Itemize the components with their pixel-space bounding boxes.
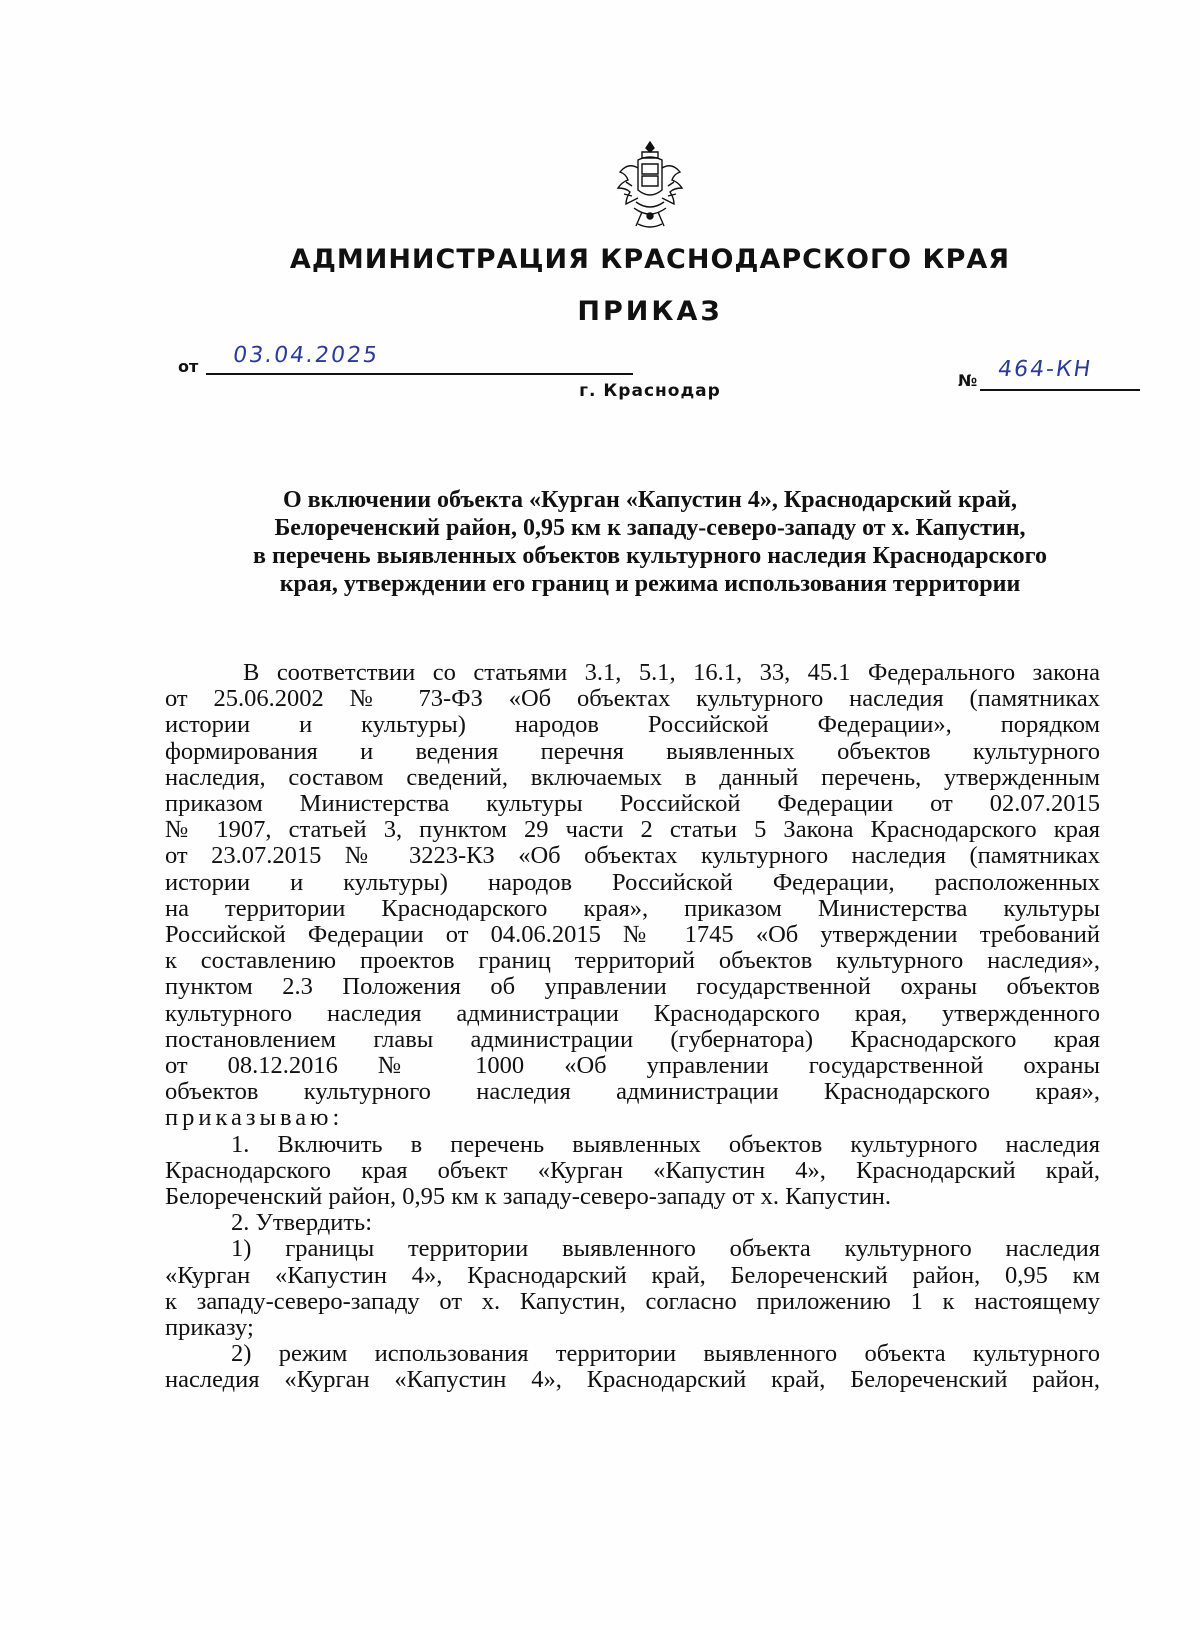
- date-underline: [206, 373, 633, 375]
- body-line: «Курган «Капустин 4», Краснодарский край, Белореченский район, 0,95 км: [165, 1261, 1100, 1289]
- city-label: г. Краснодар: [579, 381, 721, 401]
- body-line: от 25.06.2002 № 73-ФЗ «Об объектах культурного наследия (памятниках: [165, 685, 1100, 713]
- title-line: в перечень выявленных объектов культурного наследия Краснодарского: [253, 543, 1047, 569]
- body-line: Российской Федерации от 04.06.2015 № 1745 «Об утверждении требований: [165, 921, 1100, 949]
- body-line: на территории Краснодарского края», приказом Министерства культуры: [165, 894, 1100, 922]
- title-line: Белореченский район, 0,95 км к западу-северо-западу от х. Капустин,: [274, 515, 1026, 541]
- body-line: постановлением главы администрации (губернатора) Краснодарского края: [165, 1025, 1100, 1053]
- body-line: 1) границы территории выявленного объекта культурного наследия: [231, 1235, 1100, 1263]
- body-line: № 1907, статьей 3, пунктом 29 части 2 статьи 5 Закона Краснодарского края: [165, 816, 1100, 844]
- number-handwritten: 464-КН: [996, 357, 1094, 382]
- body-line: 1. Включить в перечень выявленных объектов культурного наследия: [231, 1130, 1100, 1158]
- body-line: к составлению проектов границ территорий объектов культурного наследия»,: [165, 947, 1100, 975]
- number-label: №: [958, 371, 978, 390]
- body-line: от 08.12.2016 № 1000 «Об управлении государственной охраны: [165, 1052, 1100, 1080]
- body-line: 2. Утвердить:: [231, 1209, 373, 1237]
- body-line-decree: приказываю:: [165, 1104, 344, 1132]
- document-title: [150, 486, 1150, 598]
- organization-name: АДМИНИСТРАЦИЯ КРАСНОДАРСКОГО КРАЯ: [289, 244, 1011, 275]
- body-line: формирования и ведения перечня выявленных объектов культурного: [165, 737, 1100, 765]
- body-line: приказом Министерства культуры Российской Федерации от 02.07.2015: [165, 790, 1100, 818]
- body-line: Белореченский район, 0,95 км к западу-северо-западу от х. Капустин.: [165, 1183, 892, 1211]
- date-label: от: [178, 357, 199, 376]
- body-line: 2) режим использования территории выявленного объекта культурного: [231, 1340, 1100, 1368]
- coat-of-arms-emblem: [612, 138, 688, 234]
- title-line: края, утверждении его границ и режима использования территории: [279, 571, 1021, 597]
- body-line: объектов культурного наследия администрации Краснодарского края»,: [165, 1078, 1100, 1106]
- body-line: наследия, составом сведений, включаемых в данный перечень, утвержденным: [165, 763, 1100, 791]
- document-type: ПРИКАЗ: [577, 296, 723, 327]
- document-body: [165, 660, 1100, 1394]
- body-line: Краснодарского края объект «Курган «Капустин 4», Краснодарский край,: [165, 1156, 1100, 1184]
- body-line: культурного наследия администрации Краснодарского края, утвержденного: [165, 999, 1100, 1027]
- body-line: приказу;: [165, 1314, 254, 1342]
- body-line: пунктом 2.3 Положения об управлении государственной охраны объектов: [165, 973, 1100, 1001]
- body-line: истории и культуры) народов Российской Федерации», порядком: [165, 711, 1100, 739]
- body-line: от 23.07.2015 № 3223-КЗ «Об объектах культурного наследия (памятниках: [165, 842, 1100, 870]
- body-line: истории и культуры) народов Российской Федерации, расположенных: [165, 868, 1100, 896]
- number-underline: [980, 389, 1140, 391]
- title-line: О включении объекта «Курган «Капустин 4», Краснодарский край,: [283, 487, 1017, 513]
- body-line: наследия «Курган «Капустин 4», Краснодарский край, Белореченский район,: [165, 1366, 1100, 1394]
- date-handwritten: 03.04.2025: [231, 343, 381, 368]
- body-line: В соответствии со статьями 3.1, 5.1, 16.1, 33, 45.1 Федерального закона: [243, 659, 1100, 686]
- body-line: к западу-северо-западу от х. Капустин, согласно приложению 1 к настоящему: [165, 1287, 1100, 1315]
